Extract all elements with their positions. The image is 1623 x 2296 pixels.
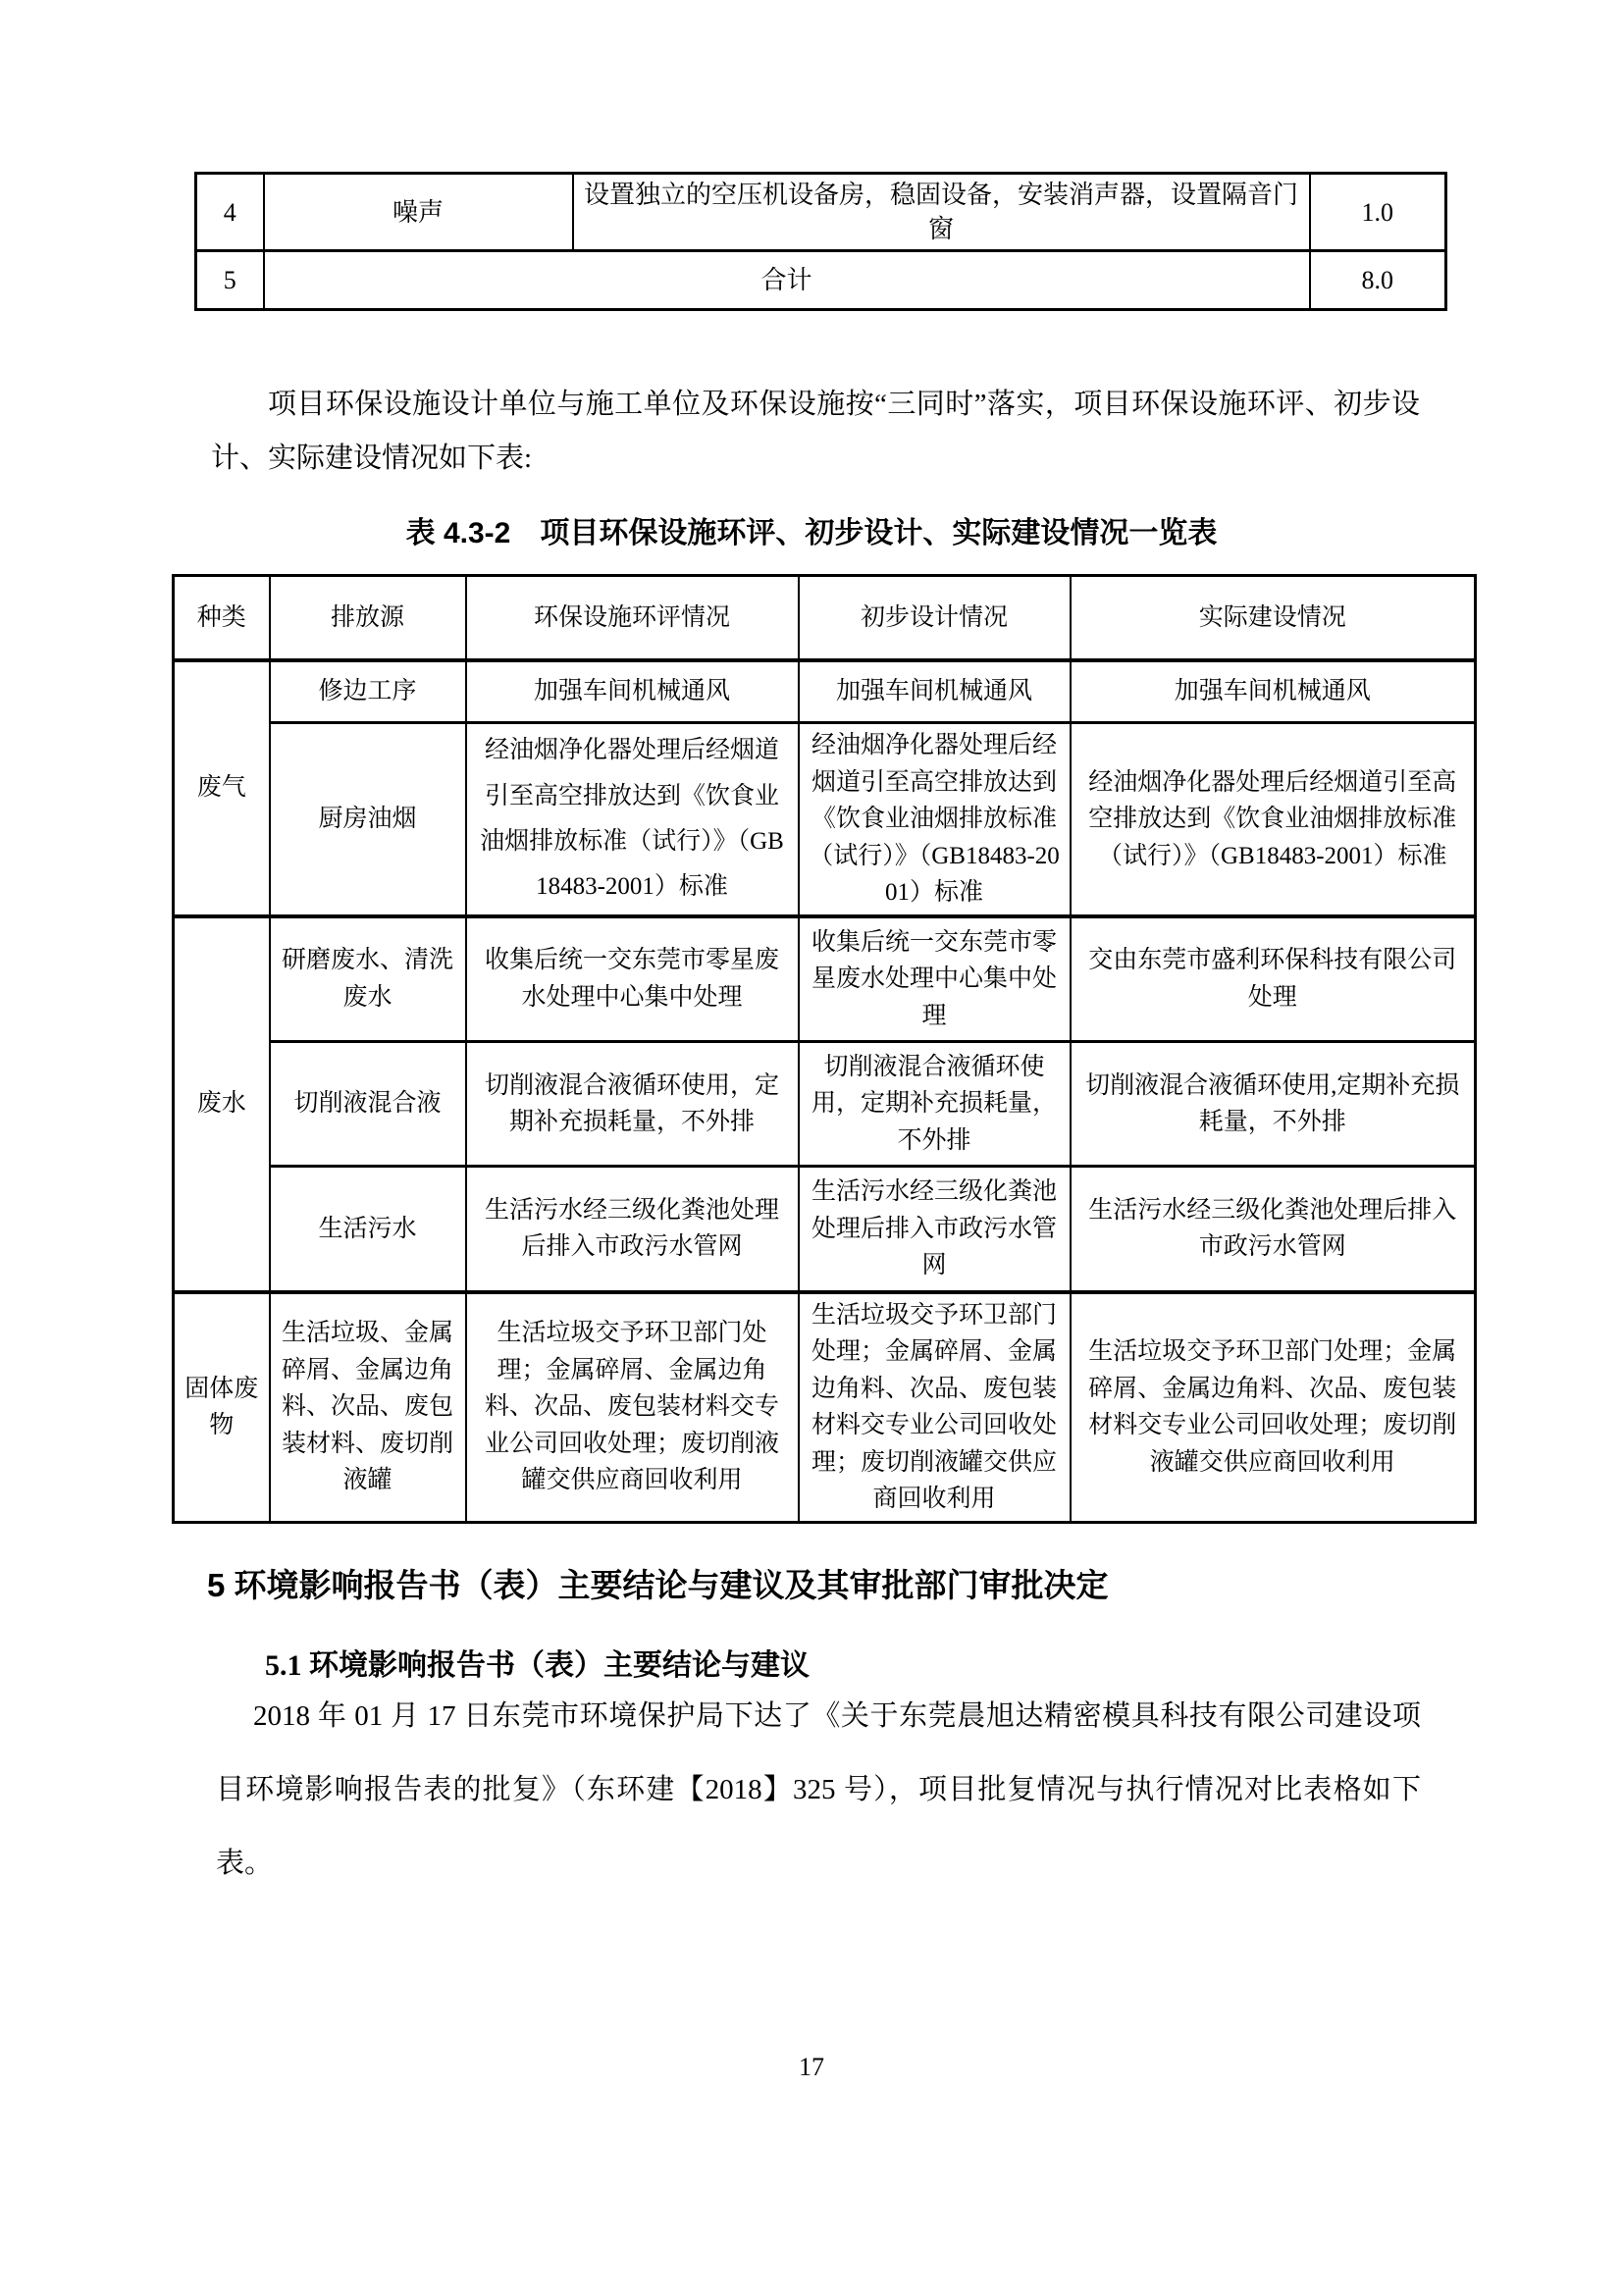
header-cell-source: 排放源	[270, 576, 466, 660]
table-row	[174, 1167, 1476, 1292]
score-cell: 8.0	[1310, 251, 1446, 310]
eia-cell: 生活污水经三级化粪池处理后排入市政污水管网	[466, 1167, 799, 1292]
category-cell-solid-waste: 固体废物	[174, 1292, 270, 1523]
row-number-cell: 5	[196, 251, 264, 310]
table-row	[196, 174, 1446, 251]
actual-cell: 切削液混合液循环使用,定期补充损耗量，不外排	[1071, 1042, 1476, 1167]
measure-cell: 设置独立的空压机设备房，稳固设备，安装消声器，设置隔音门窗	[573, 174, 1310, 251]
page-number: 17	[799, 2053, 824, 2081]
eia-cell: 收集后统一交东莞市零星废水处理中心集中处理	[466, 916, 799, 1042]
eia-cell: 生活垃圾交予环卫部门处理；金属碎屑、金属边角料、次品、废包装材料交专业公司回收处理；废切削液罐交供应商回收利用	[466, 1292, 799, 1523]
item-cell: 噪声	[264, 174, 573, 251]
row-number-cell: 4	[196, 174, 264, 251]
header-cell-eia: 环保设施环评情况	[466, 576, 799, 660]
category-cell-waste-water: 废水	[174, 916, 270, 1292]
design-cell: 收集后统一交东莞市零星废水处理中心集中处理	[799, 916, 1071, 1042]
eia-cell: 切削液混合液循环使用，定期补充损耗量，不外排	[466, 1042, 799, 1167]
actual-cell: 经油烟净化器处理后经烟道引至高空排放达到《饮食业油烟排放标准（试行）》（GB18483-2001）标准	[1071, 723, 1476, 916]
source-cell: 生活污水	[270, 1167, 466, 1292]
facilities-table	[172, 574, 1477, 1524]
subsection-heading: 5.1 环境影响报告书（表）主要结论与建议	[265, 1649, 810, 1682]
header-row	[174, 576, 1476, 660]
table-row	[174, 1292, 1476, 1523]
design-cell: 经油烟净化器处理后经烟道引至高空排放达到《饮食业油烟排放标准（试行）》（GB18483-2001）标准	[799, 723, 1071, 916]
table-title: 表 4.3-2 项目环保设施环评、初步设计、实际建设情况一览表	[405, 517, 1218, 549]
design-cell: 切削液混合液循环使用，定期补充损耗量，不外排	[799, 1042, 1071, 1167]
noise-summary-table	[194, 172, 1447, 311]
source-cell: 研磨废水、清洗废水	[270, 916, 466, 1042]
section-heading: 5 环境影响报告书（表）主要结论与建议及其审批部门审批决定	[207, 1567, 1109, 1603]
header-cell-actual: 实际建设情况	[1071, 576, 1476, 660]
design-cell: 生活垃圾交予环卫部门处理；金属碎屑、金属边角料、次品、废包装材料交专业公司回收处理；废切削液罐交供应商回收利用	[799, 1292, 1071, 1523]
total-label-cell: 合计	[264, 251, 1310, 310]
table-row	[174, 723, 1476, 916]
actual-cell: 加强车间机械通风	[1071, 660, 1476, 723]
table-row	[174, 1042, 1476, 1167]
source-cell: 厨房油烟	[270, 723, 466, 916]
body-paragraph: 2018 年 01 月 17 日东莞市环境保护局下达了《关于东莞晨旭达精密模具科技有限公司建设项目环境影响报告表的批复》（东环建【2018】325 号），项目批复情况与执行情况对比表格如下表。	[216, 1700, 1421, 1879]
design-cell: 加强车间机械通风	[799, 660, 1071, 723]
header-cell-design: 初步设计情况	[799, 576, 1071, 660]
category-cell-waste-gas: 废气	[174, 660, 270, 916]
design-cell: 生活污水经三级化粪池处理后排入市政污水管网	[799, 1167, 1071, 1292]
table-row	[174, 660, 1476, 723]
eia-cell: 加强车间机械通风	[466, 660, 799, 723]
table-row	[196, 251, 1446, 310]
actual-cell: 交由东莞市盛利环保科技有限公司处理	[1071, 916, 1476, 1042]
actual-cell: 生活污水经三级化粪池处理后排入市政污水管网	[1071, 1167, 1476, 1292]
source-cell: 修边工序	[270, 660, 466, 723]
intro-paragraph: 项目环保设施设计单位与施工单位及环保设施按“三同时”落实，项目环保设施环评、初步设计、实际建设情况如下表:	[211, 389, 1420, 474]
table-row	[174, 916, 1476, 1042]
actual-cell: 生活垃圾交予环卫部门处理；金属碎屑、金属边角料、次品、废包装材料交专业公司回收处理；废切削液罐交供应商回收利用	[1071, 1292, 1476, 1523]
source-cell: 生活垃圾、金属碎屑、金属边角料、次品、废包装材料、废切削液罐	[270, 1292, 466, 1523]
header-cell-category: 种类	[174, 576, 270, 660]
eia-cell: 经油烟净化器处理后经烟道引至高空排放达到《饮食业油烟排放标准（试行）》（GB18483-2001）标准	[466, 723, 799, 916]
source-cell: 切削液混合液	[270, 1042, 466, 1167]
score-cell: 1.0	[1310, 174, 1446, 251]
